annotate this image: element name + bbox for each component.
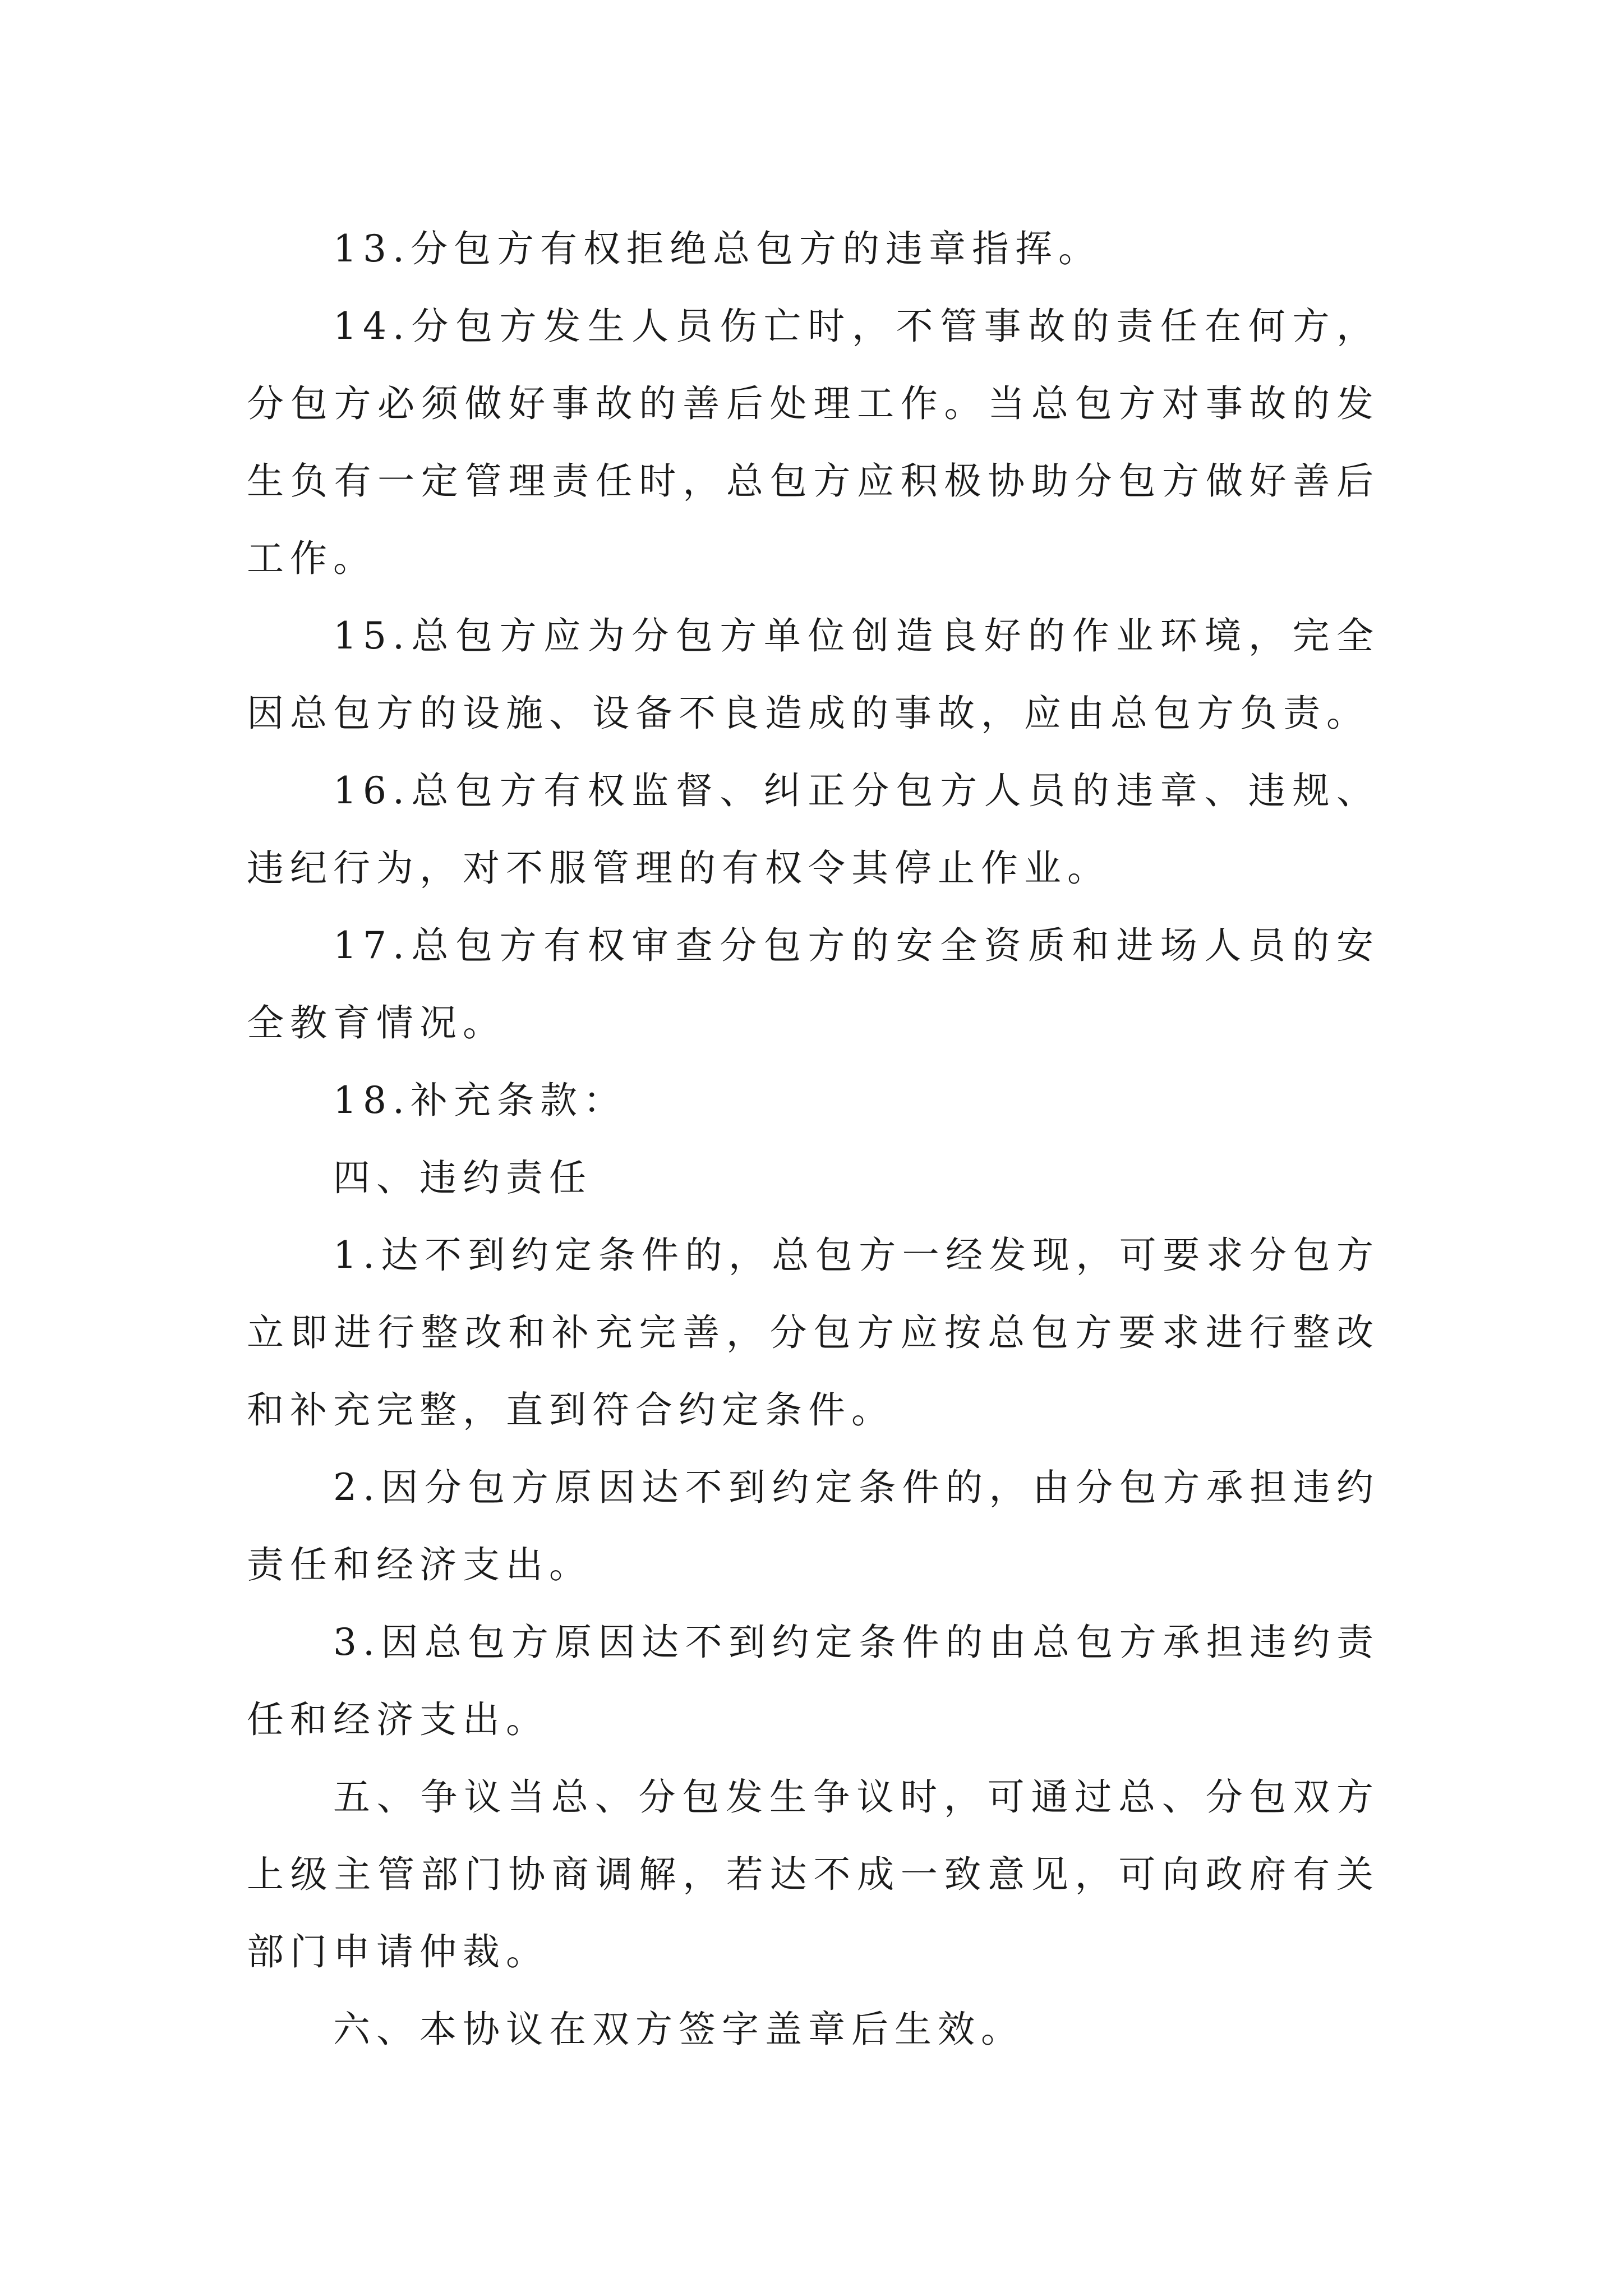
clause-15: 15.总包方应为分包方单位创造良好的作业环境，完全因总包方的设施、设备不良造成的事故，应由总包方负责。 (247, 614, 1380, 735)
clause-16: 16.总包方有权监督、纠正分包方人员的违章、违规、违纪行为，对不服管理的有权令其停止作业。 (247, 769, 1380, 890)
clause-13: 13.分包方有权拒绝总包方的违章指挥。 (333, 227, 1101, 270)
clause-18: 18.补充条款： (333, 1079, 626, 1122)
clause-14: 14.分包方发生人员伤亡时，不管事故的责任在何方，分包方必须做好事故的善后处理工作。当总包方对事故的发生负有一定管理责任时，总包方应积极协助分包方做好善后工作。 (247, 305, 1380, 580)
section-effective: 六、本协议在双方签字盖章后生效。 (333, 2008, 1024, 2051)
liability-item-1: 1.达不到约定条件的，总包方一经发现，可要求分包方立即进行整改和补充完善，分包方应按总包方要求进行整改和补充完整，直到符合约定条件。 (247, 1234, 1380, 1432)
section-dispute: 五、争议当总、分包发生争议时，可通过总、分包双方上级主管部门协商调解，若达不成一致意见，可向政府有关部门申请仲裁。 (247, 1775, 1380, 1973)
liability-item-2: 2.因分包方原因达不到约定条件的，由分包方承担违约责任和经济支出。 (247, 1466, 1380, 1586)
document-body (247, 210, 1380, 2068)
section-heading-liability: 四、违约责任 (333, 1156, 592, 1199)
liability-item-3: 3.因总包方原因达不到约定条件的由总包方承担违约责任和经济支出。 (247, 1621, 1380, 1741)
clause-17: 17.总包方有权审查分包方的安全资质和进场人员的安全教育情况。 (247, 924, 1380, 1045)
